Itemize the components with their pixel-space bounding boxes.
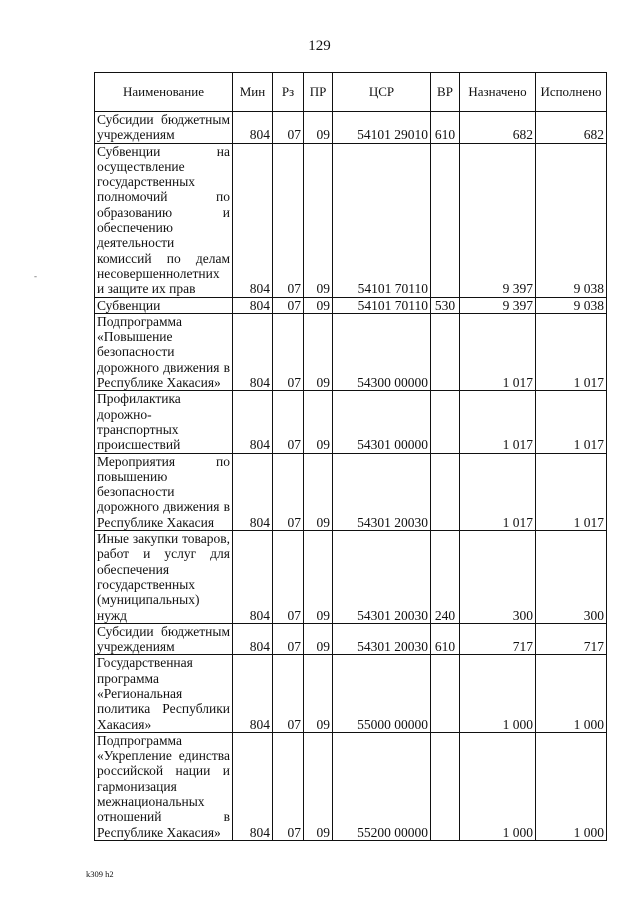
row-vr xyxy=(431,453,460,530)
row-executed: 1 000 xyxy=(536,655,607,732)
table-row xyxy=(95,732,607,840)
header-min: Мин xyxy=(233,73,273,112)
row-csr: 55000 00000 xyxy=(333,655,431,732)
row-pr: 09 xyxy=(304,732,333,840)
margin-mark: - xyxy=(34,271,37,281)
header-rz: Рз xyxy=(273,73,304,112)
row-vr: 240 xyxy=(431,531,460,624)
row-assigned: 717 xyxy=(460,623,536,655)
row-pr: 09 xyxy=(304,112,333,144)
row-assigned: 1 017 xyxy=(460,453,536,530)
page-number: 129 xyxy=(308,38,331,54)
row-min: 804 xyxy=(233,531,273,624)
row-rz: 07 xyxy=(273,391,304,453)
table-header-row xyxy=(95,73,607,112)
row-assigned: 9 397 xyxy=(460,297,536,313)
row-rz: 07 xyxy=(273,732,304,840)
row-csr: 54301 20030 xyxy=(333,623,431,655)
row-assigned: 682 xyxy=(460,112,536,144)
header-csr: ЦСР xyxy=(333,73,431,112)
row-vr xyxy=(431,732,460,840)
table-row xyxy=(95,623,607,655)
row-name: Подпрограмма «Укрепление единства российской нации и гармонизация межнациональных отношений в Республике Хакасия» xyxy=(95,732,233,840)
table-row xyxy=(95,531,607,624)
row-assigned: 1 017 xyxy=(460,391,536,453)
row-rz: 07 xyxy=(273,623,304,655)
row-vr: 530 xyxy=(431,297,460,313)
table-row xyxy=(95,297,607,313)
header-name: Наименование xyxy=(95,73,233,112)
row-name: Профилактика дорожно-транспортных происшествий xyxy=(95,391,233,453)
row-assigned: 300 xyxy=(460,531,536,624)
row-executed: 300 xyxy=(536,531,607,624)
header-executed: Исполнено xyxy=(536,73,607,112)
row-pr: 09 xyxy=(304,531,333,624)
row-executed: 9 038 xyxy=(536,143,607,297)
row-csr: 54300 00000 xyxy=(333,313,431,390)
row-rz: 07 xyxy=(273,313,304,390)
row-min: 804 xyxy=(233,623,273,655)
row-executed: 1 017 xyxy=(536,453,607,530)
table-row xyxy=(95,391,607,453)
row-vr xyxy=(431,655,460,732)
row-pr: 09 xyxy=(304,623,333,655)
row-csr: 54101 29010 xyxy=(333,112,431,144)
row-csr: 54101 70110 xyxy=(333,143,431,297)
table-row xyxy=(95,453,607,530)
row-name: Иные закупки товаров, работ и услуг для обеспечения государственных (муниципальных) нужд xyxy=(95,531,233,624)
row-name: Субсидии бюджетным учреждениям xyxy=(95,623,233,655)
row-pr: 09 xyxy=(304,313,333,390)
row-name: Мероприятия по повышению безопасности дорожного движения в Республике Хакасия xyxy=(95,453,233,530)
header-assigned: Назначено xyxy=(460,73,536,112)
row-min: 804 xyxy=(233,453,273,530)
table-row xyxy=(95,655,607,732)
row-min: 804 xyxy=(233,732,273,840)
row-rz: 07 xyxy=(273,143,304,297)
row-vr xyxy=(431,391,460,453)
row-vr: 610 xyxy=(431,623,460,655)
row-min: 804 xyxy=(233,297,273,313)
row-assigned: 1 017 xyxy=(460,313,536,390)
row-pr: 09 xyxy=(304,453,333,530)
row-rz: 07 xyxy=(273,453,304,530)
row-min: 804 xyxy=(233,655,273,732)
row-min: 804 xyxy=(233,112,273,144)
header-pr: ПР xyxy=(304,73,333,112)
row-rz: 07 xyxy=(273,297,304,313)
budget-table xyxy=(94,72,607,841)
row-csr: 54101 70110 xyxy=(333,297,431,313)
row-name: Подпрограмма «Повышение безопасности дорожного движения в Республике Хакасия» xyxy=(95,313,233,390)
row-name: Субвенции на осуществление государственных полномочий по образованию и обеспечению деятельности комиссий по делам несовершеннолетних и защите их прав xyxy=(95,143,233,297)
row-vr: 610 xyxy=(431,112,460,144)
row-csr: 54301 20030 xyxy=(333,531,431,624)
row-min: 804 xyxy=(233,313,273,390)
footer-code: k309 h2 xyxy=(86,869,114,879)
row-pr: 09 xyxy=(304,297,333,313)
row-executed: 9 038 xyxy=(536,297,607,313)
row-pr: 09 xyxy=(304,391,333,453)
table-row xyxy=(95,313,607,390)
row-executed: 682 xyxy=(536,112,607,144)
row-assigned: 1 000 xyxy=(460,732,536,840)
row-executed: 717 xyxy=(536,623,607,655)
row-rz: 07 xyxy=(273,531,304,624)
row-vr xyxy=(431,313,460,390)
row-executed: 1 017 xyxy=(536,313,607,390)
table-row xyxy=(95,112,607,144)
row-name: Государственная программа «Региональная политика Республики Хакасия» xyxy=(95,655,233,732)
row-csr: 54301 00000 xyxy=(333,391,431,453)
row-assigned: 9 397 xyxy=(460,143,536,297)
row-csr: 55200 00000 xyxy=(333,732,431,840)
row-assigned: 1 000 xyxy=(460,655,536,732)
row-vr xyxy=(431,143,460,297)
row-csr: 54301 20030 xyxy=(333,453,431,530)
row-name: Субвенции xyxy=(95,297,233,313)
row-min: 804 xyxy=(233,143,273,297)
row-pr: 09 xyxy=(304,143,333,297)
table-row xyxy=(95,143,607,297)
header-vr: ВР xyxy=(431,73,460,112)
row-name: Субсидии бюджетным учреждениям xyxy=(95,112,233,144)
row-executed: 1 000 xyxy=(536,732,607,840)
row-executed: 1 017 xyxy=(536,391,607,453)
row-pr: 09 xyxy=(304,655,333,732)
row-rz: 07 xyxy=(273,112,304,144)
row-min: 804 xyxy=(233,391,273,453)
row-rz: 07 xyxy=(273,655,304,732)
